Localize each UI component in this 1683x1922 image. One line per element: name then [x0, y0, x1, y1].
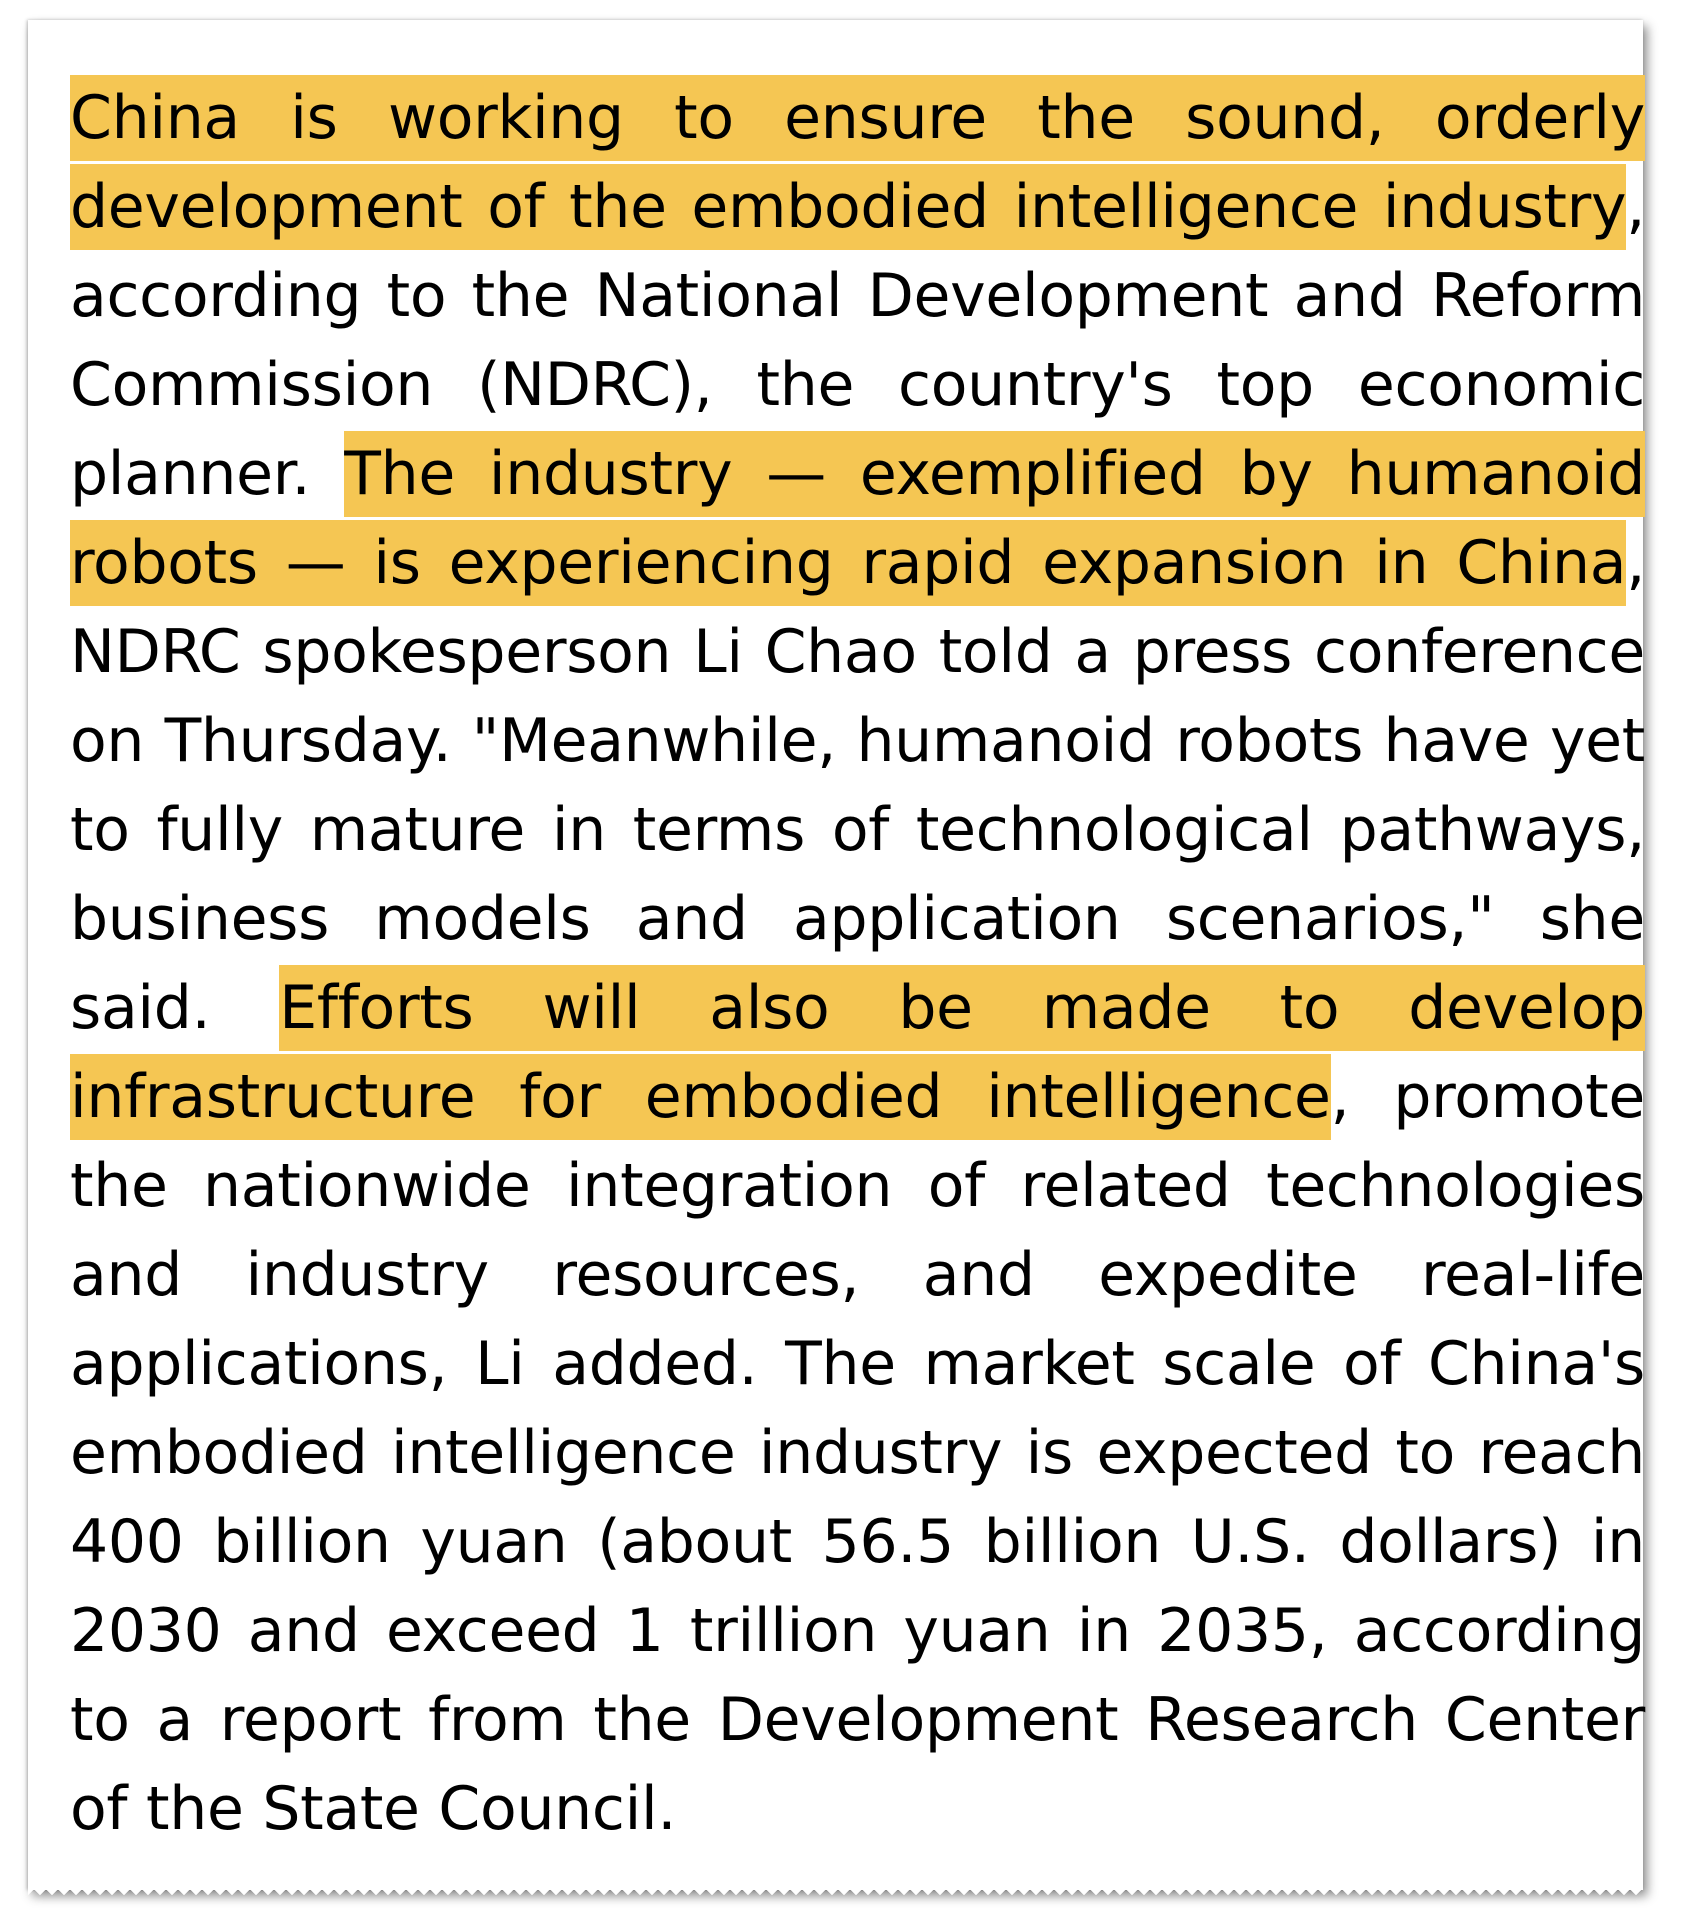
body-text: , promote the nationwide integration of related technologies and industry resources, and expedite real-life applications, Li added. The market scale of China's embodied intelligence industry is expected to reach 400 billion yuan (about 56.5 billion U.S. dollars) in 2030 and exceed 1 trillion yuan in 2035, according to a report from the Development Research Center of the State Council. [70, 1061, 1645, 1844]
article-paragraph [70, 74, 1645, 1854]
highlighted-text: The industry — exemplified by humanoid robots — is experiencing rapid expansion in China [70, 431, 1645, 606]
highlighted-text: China is working to ensure the sound, orderly development of the embodied intelligence industry [70, 75, 1645, 250]
body-text: , according to the National Development and Reform Commission (NDRC), the country's top economic planner. [70, 171, 1645, 509]
body-text: , NDRC spokesperson Li Chao told a press conference on Thursday. "Meanwhile, humanoid robots have yet to fully mature in terms of technological pathways, business models and application scenarios," she said. [70, 527, 1645, 1043]
clipping-paper [28, 20, 1643, 1890]
highlighted-text: Efforts will also be made to develop infrastructure for embodied intelligence [70, 965, 1645, 1140]
